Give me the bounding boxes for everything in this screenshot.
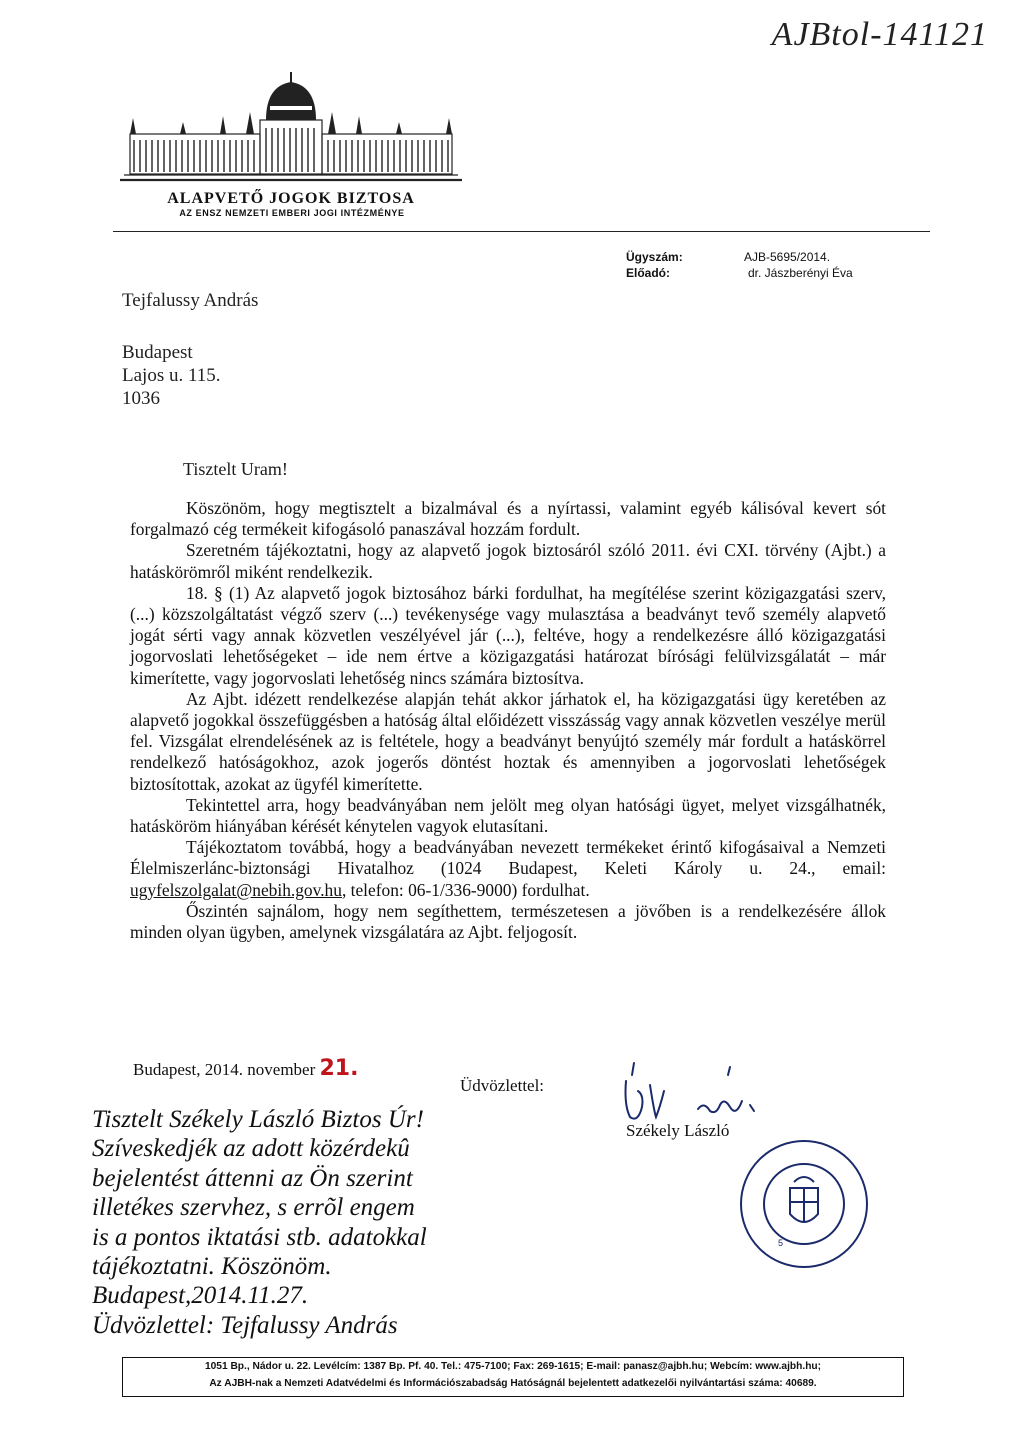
note-line-8: Üdvözlettel: Tejfalussy András: [92, 1311, 398, 1339]
recipient-postcode: 1036: [122, 388, 160, 409]
note-line-6: tájékoztatni. Köszönöm.: [92, 1253, 332, 1281]
document-id: AJBtol-141121: [771, 16, 988, 53]
case-number-label: Ügyszám:: [626, 250, 683, 264]
paragraph-2: Szeretném tájékoztatni, hogy az alapvető jogok biztosáról szóló 2011. évi CXI. törvény (Ajbt.) a hatáskörömről miként rendelkezik.: [130, 540, 886, 582]
paragraph-6: [130, 837, 886, 901]
note-line-1: Tisztelt Székely László Biztos Úr!: [92, 1106, 424, 1133]
letter-body: [130, 498, 886, 943]
signatory-name: Székely László: [626, 1121, 730, 1140]
letterhead-footer: [122, 1357, 904, 1397]
recipient-street: Lajos u. 115.: [122, 365, 221, 386]
note-line-4: illetékes szervhez, s errõl engem: [92, 1194, 415, 1222]
paragraph-7: Őszintén sajnálom, hogy nem segíthettem, természetesen a jövőben is a rendelkezésére állok minden olyan ügyben, amelynek vizsgálatára az Ajbt. feljogosít.: [130, 900, 886, 943]
greeting: Üdvözlettel:: [460, 1076, 545, 1095]
official-seal: [738, 1138, 870, 1270]
note-line-2: Szíveskedjék az adott közérdekû: [92, 1135, 410, 1163]
handwritten-day: 21.: [319, 1056, 359, 1081]
case-number: AJB-5695/2014.: [744, 250, 831, 264]
nebih-email-link[interactable]: ugyfelszolgalat@nebih.gov.hu: [130, 879, 342, 900]
paragraph-1: Köszönöm, hogy megtisztelt a bizalmával és a nyírtassi, valamint egyéb kálisóval kevert sót forgalmazó cég termékeit kifogásoló panaszával hozzám fordult.: [130, 498, 886, 540]
recipient-city: Budapest: [122, 342, 193, 363]
note-line-7: Budapest,2014.11.27.: [92, 1282, 309, 1310]
place-date-text: Budapest, 2014. november: [133, 1060, 316, 1079]
paragraph-6-tail: , telefon: 06-1/336-9000) fordulhat.: [341, 879, 590, 900]
paragraph-3: 18. § (1) Az alapvető jogok biztosához bárki fordulhat, ha megítélése szerint közigazgatási szerv, (...) közszolgáltatást végző szerv (...) tevékenysége vagy mulasztása a beadványt tevő személy alapvető jogát sérti vagy annak közvetlen veszélyével jár (...), feltéve, hogy a rendelkezésre álló közigazgatási jogorvoslati lehetőségeket – ide nem értve a közigazgatási határozat bírósági felülvizsgálatát – már kimerítette, vagy jogorvoslati lehetőség nincs számára biztosítva.: [130, 582, 886, 688]
recipient-name: Tejfalussy András: [122, 290, 259, 311]
handler-name: dr. Jászberényi Éva: [748, 266, 853, 280]
header-divider: [113, 231, 930, 232]
organization-name: ALAPVETŐ JOGOK BIZTOSA: [167, 190, 415, 207]
handler-label: Előadó:: [626, 266, 670, 280]
paragraph-6-text: Tájékoztatom továbbá, hogy a beadványában nevezett termékeket érintő kifogásaival a Nemzeti Élelmiszerlánc-biztonsági Hivatalhoz (1024 Budapest, Keleti Károly u. 24., email:: [130, 837, 886, 879]
organization-subtitle: AZ ENSZ NEMZETI EMBERI JOGI INTÉZMÉNYE: [179, 208, 405, 218]
note-line-3: bejelentést áttenni az Ön szerint: [92, 1164, 413, 1192]
paragraph-5: Tekintettel arra, hogy beadványában nem jelölt meg olyan hatósági ügyet, melyet vizsgálhatnék, hatásköröm hiányában kérését kénytelen vagyok elutasítani.: [130, 794, 886, 837]
parliament-building-logo: [120, 72, 462, 184]
footer-contact-line: 1051 Bp., Nádor u. 22. Levélcím: 1387 Bp. Pf. 40. Tel.: 475-7100; Fax: 269-1615; E-mail: panasz@ajbh.hu; Webcím: www.ajbh.hu;: [204, 1361, 822, 1372]
seal-number: 5: [778, 1238, 784, 1248]
signature-scribble: [620, 1045, 780, 1135]
salutation: Tisztelt Uram!: [183, 459, 288, 479]
paragraph-4: Az Ajbt. idézett rendelkezése alapján tehát akkor járhatok el, ha közigazgatási ügy keretében az alapvető jogokkal összefüggésben a hatóság által előidézett visszásság vagy annak közvetlen veszélye merül fel. Vizsgálat elrendelésének az is feltétele, hogy a beadványt benyújtó személy már fordult a hatáskörrel rendelkező hatóságokhoz, azok jogerős döntést hoztak és amennyiben a jogorvoslati lehetőségek biztosítottak, azokat az ügyfél kimerítette.: [130, 688, 886, 794]
place-date: [133, 1056, 358, 1081]
handwritten-note: [92, 1105, 562, 1340]
footer-registration-line: Az AJBH-nak a Nemzeti Adatvédelmi és Információszabadság Hatóságnál bejelentett adatkezelői nyilvántartási száma: 40689.: [209, 1378, 817, 1389]
note-line-5: is a pontos iktatási stb. adatokkal: [92, 1223, 427, 1251]
